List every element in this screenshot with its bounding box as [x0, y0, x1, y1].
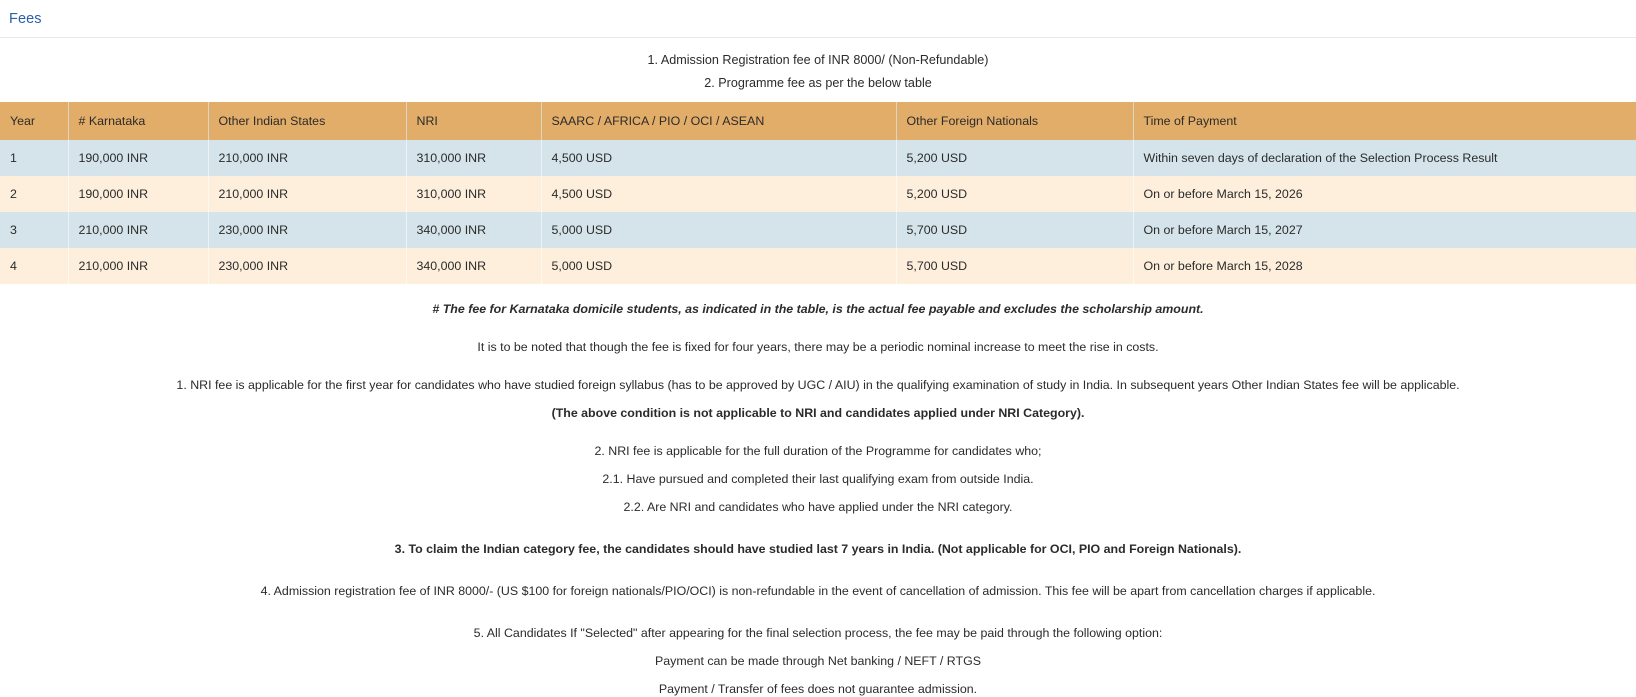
table-row [0, 212, 1636, 248]
cell-karnataka: 210,000 INR [68, 248, 208, 284]
table-row [0, 140, 1636, 176]
note-point-5-2: Payment / Transfer of fees does not guarantee admission. [658, 682, 978, 696]
cell-other-foreign-nationals: 5,700 USD [896, 248, 1133, 284]
cell-karnataka: 210,000 INR [68, 212, 208, 248]
cell-year: 2 [0, 176, 68, 212]
cell-saarc: 4,500 USD [541, 140, 896, 176]
cell-other-indian-states: 210,000 INR [208, 176, 406, 212]
cell-nri: 340,000 INR [406, 212, 541, 248]
cell-saarc: 5,000 USD [541, 248, 896, 284]
cell-karnataka: 190,000 INR [68, 176, 208, 212]
cell-other-foreign-nationals: 5,700 USD [896, 212, 1133, 248]
note-point-4: 4. Admission registration fee of INR 8000/- (US $100 for foreign nationals/PIO/OCI) is non-refundable in the event of cancellation of admission. This fee will be apart from cancellation charges if applicable. [260, 584, 1376, 598]
note-point-5-1: Payment can be made through Net banking / NEFT / RTGS [655, 654, 981, 668]
note-point-1: 1. NRI fee is applicable for the first year for candidates who have studied foreign syllabus (has to be approved by UGC / AIU) in the qualifying examination of study in India. In subsequent years Other Indian States fee will be applicable. [176, 378, 1460, 392]
cell-nri: 310,000 INR [406, 140, 541, 176]
intro-block [0, 38, 1636, 91]
cell-other-foreign-nationals: 5,200 USD [896, 140, 1133, 176]
fee-table-header [0, 102, 1636, 140]
note-footnote: # The fee for Karnataka domicile students, as indicated in the table, is the actual fee payable and excludes the scholarship amount. [432, 302, 1204, 316]
column-header-other-indian-states: Other Indian States [208, 102, 406, 140]
cell-other-indian-states: 230,000 INR [208, 212, 406, 248]
page-header [0, 0, 1636, 38]
column-header-karnataka: # Karnataka [68, 102, 208, 140]
page-title: Fees [9, 10, 42, 27]
cell-other-foreign-nationals: 5,200 USD [896, 176, 1133, 212]
note-point-2-2: 2.2. Are NRI and candidates who have applied under the NRI category. [623, 500, 1013, 514]
column-header-saarc: SAARC / AFRICA / PIO / OCI / ASEAN [541, 102, 896, 140]
note-point-2: 2. NRI fee is applicable for the full duration of the Programme for candidates who; [594, 444, 1042, 458]
fee-table-body [0, 140, 1636, 284]
note-point-3: 3. To claim the Indian category fee, the candidates should have studied last 7 years in India. (Not applicable for OCI, PIO and Foreign Nationals). [394, 542, 1242, 556]
cell-time-of-payment: On or before March 15, 2026 [1133, 176, 1636, 212]
note-point-1-bold: (The above condition is not applicable to NRI and candidates applied under NRI Category). [551, 406, 1085, 420]
note-point-5: 5. All Candidates If "Selected" after appearing for the final selection process, the fee may be paid through the following option: [473, 626, 1163, 640]
fee-table-wrapper [0, 102, 1636, 284]
column-header-year: Year [0, 102, 68, 140]
fee-table [0, 102, 1636, 284]
cell-saarc: 5,000 USD [541, 212, 896, 248]
column-header-time-of-payment: Time of Payment [1133, 102, 1636, 140]
cell-time-of-payment: On or before March 15, 2027 [1133, 212, 1636, 248]
column-header-nri: NRI [406, 102, 541, 140]
table-row [0, 248, 1636, 284]
cell-year: 4 [0, 248, 68, 284]
cell-year: 3 [0, 212, 68, 248]
cell-other-indian-states: 210,000 INR [208, 140, 406, 176]
cell-karnataka: 190,000 INR [68, 140, 208, 176]
column-header-other-foreign-nationals: Other Foreign Nationals [896, 102, 1133, 140]
table-row [0, 176, 1636, 212]
cell-time-of-payment: Within seven days of declaration of the Selection Process Result [1133, 140, 1636, 176]
cell-other-indian-states: 230,000 INR [208, 248, 406, 284]
note-point-2-1: 2.1. Have pursued and completed their last qualifying exam from outside India. [602, 472, 1034, 486]
notes-block [0, 284, 1636, 697]
cell-nri: 310,000 INR [406, 176, 541, 212]
intro-line-2: 2. Programme fee as per the below table [704, 76, 932, 90]
table-header-row [0, 102, 1636, 140]
note-periodic-increase: It is to be noted that though the fee is fixed for four years, there may be a periodic nominal increase to meet the rise in costs. [477, 340, 1159, 354]
cell-time-of-payment: On or before March 15, 2028 [1133, 248, 1636, 284]
intro-line-1: 1. Admission Registration fee of INR 8000/ (Non-Refundable) [647, 53, 989, 67]
cell-saarc: 4,500 USD [541, 176, 896, 212]
cell-nri: 340,000 INR [406, 248, 541, 284]
cell-year: 1 [0, 140, 68, 176]
